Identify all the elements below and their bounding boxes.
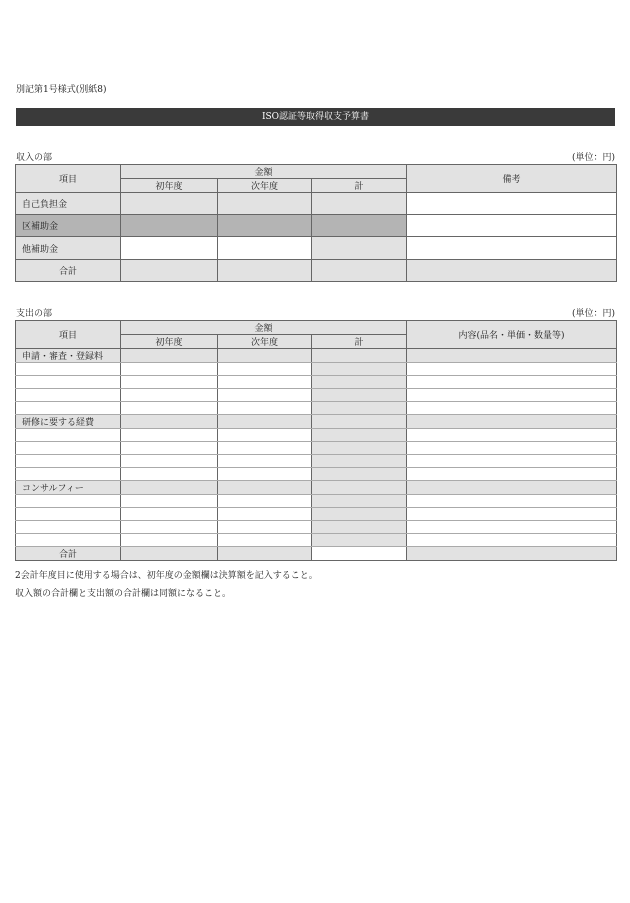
expense-category-cell bbox=[121, 349, 218, 363]
expense-category-cell bbox=[407, 415, 617, 429]
expense-line-first-year[interactable] bbox=[121, 468, 218, 481]
income-cell-first-year[interactable] bbox=[121, 215, 218, 237]
expense-line-content[interactable] bbox=[407, 363, 617, 376]
expense-category-row bbox=[16, 349, 617, 363]
income-row-label: 他補助金 bbox=[16, 237, 121, 260]
expense-line-item[interactable] bbox=[16, 521, 121, 534]
expense-category-cell bbox=[218, 481, 312, 495]
expense-line-item[interactable] bbox=[16, 508, 121, 521]
income-table bbox=[15, 164, 617, 282]
expense-category-cell bbox=[218, 415, 312, 429]
expense-category-row bbox=[16, 415, 617, 429]
income-row-label: 自己負担金 bbox=[16, 193, 121, 215]
expense-line-content[interactable] bbox=[407, 521, 617, 534]
income-cell-total[interactable] bbox=[312, 237, 407, 260]
expense-total-row bbox=[16, 547, 617, 561]
expense-category-row bbox=[16, 481, 617, 495]
income-cell-remarks[interactable] bbox=[407, 237, 617, 260]
expense-unit-label: (単位：円) bbox=[571, 309, 615, 319]
expense-line-first-year[interactable] bbox=[121, 521, 218, 534]
expense-line-content[interactable] bbox=[407, 534, 617, 547]
expense-line-total[interactable] bbox=[312, 376, 407, 389]
expense-line-second-year[interactable] bbox=[218, 468, 312, 481]
page-title: ISO認証等取得収支予算書 bbox=[16, 108, 615, 126]
expense-line-content[interactable] bbox=[407, 495, 617, 508]
income-header-item: 項目 bbox=[16, 165, 121, 193]
expense-line-second-year[interactable] bbox=[218, 508, 312, 521]
expense-category-label: 研修に要する経費 bbox=[16, 415, 121, 429]
income-section-label: 収入の部 bbox=[16, 153, 53, 163]
expense-line-content[interactable] bbox=[407, 376, 617, 389]
expense-line-total[interactable] bbox=[312, 508, 407, 521]
expense-category-cell bbox=[407, 481, 617, 495]
expense-line-row bbox=[16, 389, 617, 402]
expense-table bbox=[15, 320, 617, 561]
expense-header-total: 計 bbox=[312, 335, 407, 349]
expense-line-item[interactable] bbox=[16, 376, 121, 389]
expense-line-item[interactable] bbox=[16, 468, 121, 481]
income-cell-first-year[interactable] bbox=[121, 193, 218, 215]
expense-category-cell bbox=[312, 481, 407, 495]
expense-line-total[interactable] bbox=[312, 402, 407, 415]
form-number: 別記第1号様式(別紙8) bbox=[16, 85, 107, 95]
expense-line-item[interactable] bbox=[16, 402, 121, 415]
expense-line-first-year[interactable] bbox=[121, 442, 218, 455]
expense-line-row bbox=[16, 521, 617, 534]
expense-line-content[interactable] bbox=[407, 468, 617, 481]
expense-category-label: 申請・審査・登録料 bbox=[16, 349, 121, 363]
expense-line-total[interactable] bbox=[312, 389, 407, 402]
expense-line-row bbox=[16, 495, 617, 508]
expense-line-content[interactable] bbox=[407, 389, 617, 402]
expense-total-content[interactable] bbox=[407, 547, 617, 561]
expense-category-cell bbox=[121, 415, 218, 429]
income-cell-remarks[interactable] bbox=[407, 215, 617, 237]
income-header-amount: 金額 bbox=[121, 165, 407, 179]
expense-header-second-year: 次年度 bbox=[218, 335, 312, 349]
expense-line-first-year[interactable] bbox=[121, 429, 218, 442]
note-line: 2会計年度目に使用する場合は、初年度の金額欄は決算額を記入すること。 bbox=[15, 571, 318, 581]
expense-line-row bbox=[16, 376, 617, 389]
expense-line-total[interactable] bbox=[312, 468, 407, 481]
income-row-self-funding bbox=[16, 193, 617, 215]
income-cell-second-year[interactable] bbox=[218, 215, 312, 237]
expense-total-label: 合計 bbox=[16, 547, 121, 561]
expense-header-content: 内容(品名・単価・数量等) bbox=[407, 321, 617, 349]
expense-line-second-year[interactable] bbox=[218, 534, 312, 547]
expense-line-content[interactable] bbox=[407, 429, 617, 442]
income-cell-first-year[interactable] bbox=[121, 237, 218, 260]
income-cell-remarks[interactable] bbox=[407, 193, 617, 215]
expense-line-first-year[interactable] bbox=[121, 508, 218, 521]
expense-line-first-year[interactable] bbox=[121, 363, 218, 376]
expense-line-total[interactable] bbox=[312, 495, 407, 508]
expense-total-second-year[interactable] bbox=[218, 547, 312, 561]
expense-category-cell bbox=[218, 349, 312, 363]
income-total-total[interactable] bbox=[312, 260, 407, 282]
expense-line-row bbox=[16, 402, 617, 415]
note-line: 収入額の合計欄と支出額の合計欄は同額になること。 bbox=[15, 589, 232, 599]
income-total-remarks[interactable] bbox=[407, 260, 617, 282]
expense-line-row bbox=[16, 508, 617, 521]
income-cell-total[interactable] bbox=[312, 215, 407, 237]
expense-line-row bbox=[16, 455, 617, 468]
expense-line-total[interactable] bbox=[312, 442, 407, 455]
expense-line-item[interactable] bbox=[16, 429, 121, 442]
income-cell-second-year[interactable] bbox=[218, 237, 312, 260]
income-row-ward-subsidy bbox=[16, 215, 617, 237]
expense-line-item[interactable] bbox=[16, 495, 121, 508]
expense-category-cell bbox=[407, 349, 617, 363]
expense-total-first-year[interactable] bbox=[121, 547, 218, 561]
income-total-first-year[interactable] bbox=[121, 260, 218, 282]
income-unit-label: (単位：円) bbox=[571, 153, 615, 163]
expense-total-total[interactable] bbox=[312, 547, 407, 561]
income-row-other-subsidy bbox=[16, 237, 617, 260]
income-header-total: 計 bbox=[312, 179, 407, 193]
expense-line-second-year[interactable] bbox=[218, 442, 312, 455]
income-cell-second-year[interactable] bbox=[218, 193, 312, 215]
expense-line-first-year[interactable] bbox=[121, 402, 218, 415]
income-header-first-year: 初年度 bbox=[121, 179, 218, 193]
expense-line-second-year[interactable] bbox=[218, 495, 312, 508]
expense-line-item[interactable] bbox=[16, 363, 121, 376]
expense-line-total[interactable] bbox=[312, 429, 407, 442]
expense-line-second-year[interactable] bbox=[218, 429, 312, 442]
expense-line-row bbox=[16, 442, 617, 455]
expense-line-total[interactable] bbox=[312, 521, 407, 534]
expense-category-label: コンサルフィー bbox=[16, 481, 121, 495]
expense-line-second-year[interactable] bbox=[218, 389, 312, 402]
expense-line-second-year[interactable] bbox=[218, 402, 312, 415]
expense-line-content[interactable] bbox=[407, 455, 617, 468]
expense-line-second-year[interactable] bbox=[218, 521, 312, 534]
expense-header-amount: 金額 bbox=[121, 321, 407, 335]
expense-line-row bbox=[16, 468, 617, 481]
expense-line-item[interactable] bbox=[16, 534, 121, 547]
expense-line-item[interactable] bbox=[16, 442, 121, 455]
expense-line-first-year[interactable] bbox=[121, 534, 218, 547]
income-header-second-year: 次年度 bbox=[218, 179, 312, 193]
income-header-remarks: 備考 bbox=[407, 165, 617, 193]
income-total-label: 合計 bbox=[16, 260, 121, 282]
expense-line-content[interactable] bbox=[407, 402, 617, 415]
expense-line-item[interactable] bbox=[16, 389, 121, 402]
expense-line-row bbox=[16, 363, 617, 376]
income-row-label: 区補助金 bbox=[16, 215, 121, 237]
expense-line-total[interactable] bbox=[312, 455, 407, 468]
expense-line-row bbox=[16, 429, 617, 442]
income-cell-total[interactable] bbox=[312, 193, 407, 215]
expense-section-label: 支出の部 bbox=[16, 309, 53, 319]
expense-category-cell bbox=[312, 415, 407, 429]
expense-line-row bbox=[16, 534, 617, 547]
expense-line-second-year[interactable] bbox=[218, 455, 312, 468]
expense-line-first-year[interactable] bbox=[121, 389, 218, 402]
expense-line-first-year[interactable] bbox=[121, 495, 218, 508]
expense-line-total[interactable] bbox=[312, 363, 407, 376]
expense-header-item: 項目 bbox=[16, 321, 121, 349]
expense-line-first-year[interactable] bbox=[121, 455, 218, 468]
expense-header-first-year: 初年度 bbox=[121, 335, 218, 349]
expense-line-content[interactable] bbox=[407, 442, 617, 455]
income-total-row bbox=[16, 260, 617, 282]
expense-category-cell bbox=[121, 481, 218, 495]
expense-line-content[interactable] bbox=[407, 508, 617, 521]
expense-line-first-year[interactable] bbox=[121, 376, 218, 389]
expense-line-total[interactable] bbox=[312, 534, 407, 547]
expense-line-second-year[interactable] bbox=[218, 363, 312, 376]
income-total-second-year[interactable] bbox=[218, 260, 312, 282]
expense-line-second-year[interactable] bbox=[218, 376, 312, 389]
expense-category-cell bbox=[312, 349, 407, 363]
expense-line-item[interactable] bbox=[16, 455, 121, 468]
